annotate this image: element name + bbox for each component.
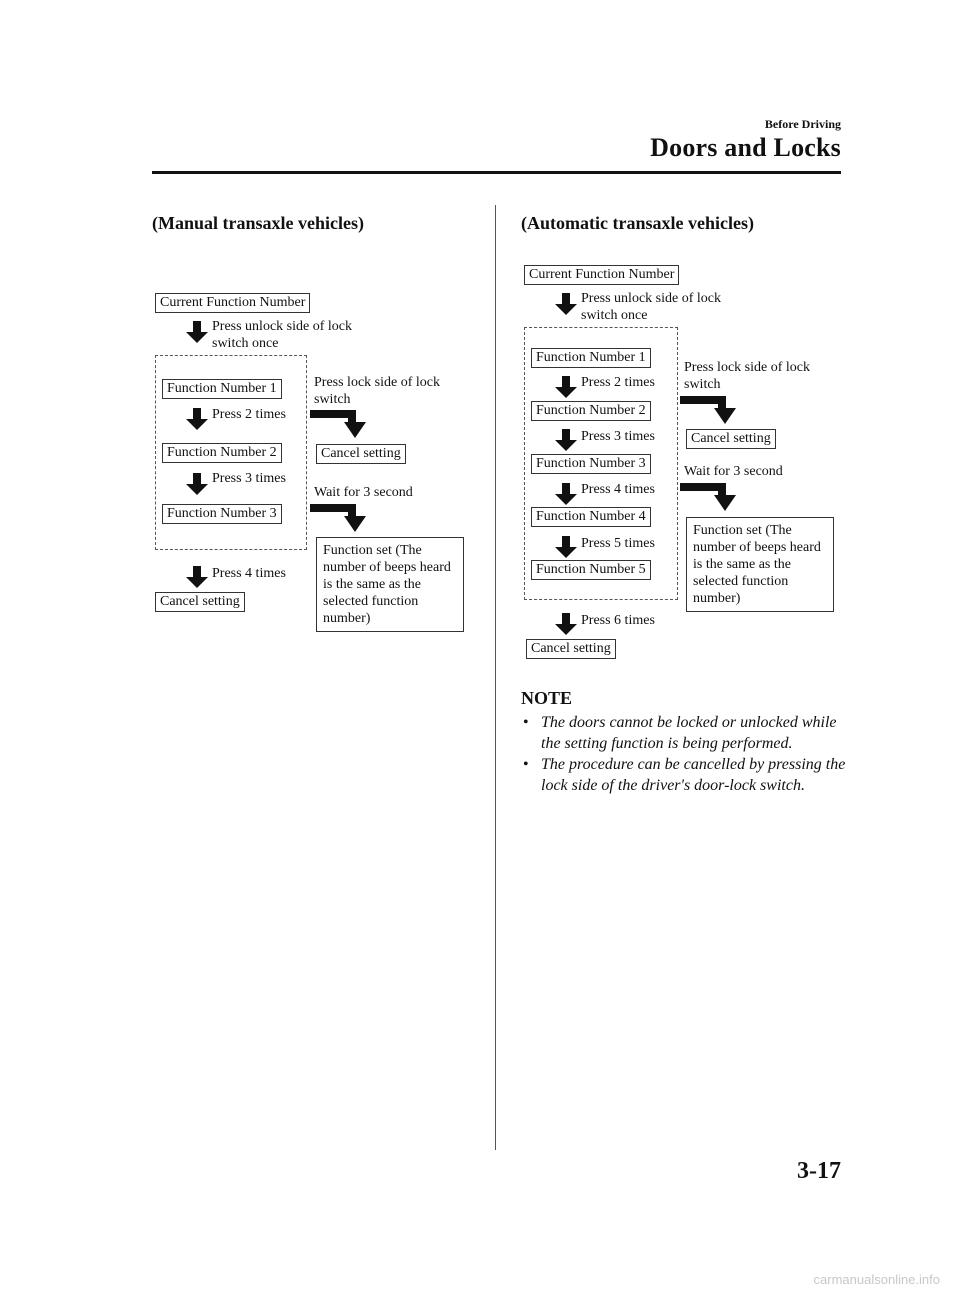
automatic-function-5-box: Function Number 5 xyxy=(531,560,651,580)
note-item: • The doors cannot be locked or unlocked while the setting function is being performed. xyxy=(521,712,851,754)
bend-arrow-icon xyxy=(680,390,748,430)
automatic-press-unlock-label: Press unlock side of lock switch once xyxy=(581,291,721,323)
manual-function-set-box: Function set (The number of beeps heard is the same as the selected function number) xyxy=(316,537,464,632)
note-title: NOTE xyxy=(521,688,573,708)
automatic-function-3-box: Function Number 3 xyxy=(531,454,651,474)
automatic-press-5-label: Press 5 times xyxy=(581,536,655,551)
section-label: Before Driving xyxy=(764,117,841,131)
down-arrow-icon xyxy=(553,374,579,400)
down-arrow-icon xyxy=(184,406,210,432)
manual-press-3-label: Press 3 times xyxy=(212,471,286,486)
bend-arrow-icon xyxy=(310,498,378,538)
down-arrow-icon xyxy=(553,427,579,453)
automatic-function-4-box: Function Number 4 xyxy=(531,507,651,527)
automatic-cancel-right-box: Cancel setting xyxy=(686,429,776,449)
down-arrow-icon xyxy=(184,564,210,590)
manual-press-unlock-label: Press unlock side of lock switch once xyxy=(212,319,352,351)
page-number: 3-17 xyxy=(797,1158,841,1184)
down-arrow-icon xyxy=(553,291,579,317)
manual-function-1-box: Function Number 1 xyxy=(162,379,282,399)
down-arrow-icon xyxy=(553,611,579,637)
bend-arrow-icon xyxy=(680,477,748,517)
automatic-press-3-label: Press 3 times xyxy=(581,429,655,444)
manual-heading: (Manual transaxle vehicles) xyxy=(152,213,364,233)
automatic-press-cancel-label: Press 6 times xyxy=(581,613,655,628)
down-arrow-icon xyxy=(553,481,579,507)
automatic-heading: (Automatic transaxle vehicles) xyxy=(521,213,754,233)
note-item: • The procedure can be cancelled by pressing the lock side of the driver's door-lock switch. xyxy=(521,754,851,796)
manual-press-cancel-label: Press 4 times xyxy=(212,566,286,581)
automatic-function-1-box: Function Number 1 xyxy=(531,348,651,368)
column-divider xyxy=(495,205,496,1150)
note-list xyxy=(521,712,851,796)
manual-wait-label: Wait for 3 second xyxy=(314,485,413,500)
automatic-function-set-box: Function set (The number of beeps heard is the same as the selected function number) xyxy=(686,517,834,612)
automatic-function-2-box: Function Number 2 xyxy=(531,401,651,421)
down-arrow-icon xyxy=(184,471,210,497)
manual-cancel-right-box: Cancel setting xyxy=(316,444,406,464)
bend-arrow-icon xyxy=(310,404,378,444)
down-arrow-icon xyxy=(553,534,579,560)
automatic-wait-label: Wait for 3 second xyxy=(684,464,783,479)
automatic-press-4-label: Press 4 times xyxy=(581,482,655,497)
manual-current-function-box: Current Function Number xyxy=(155,293,310,313)
manual-function-2-box: Function Number 2 xyxy=(162,443,282,463)
manual-press-lock-label: Press lock side of lock switch xyxy=(314,375,440,407)
automatic-current-function-box: Current Function Number xyxy=(524,265,679,285)
watermark-text: carmanualsonline.info xyxy=(813,1272,940,1287)
automatic-press-2-label: Press 2 times xyxy=(581,375,655,390)
automatic-cancel-box: Cancel setting xyxy=(526,639,616,659)
manual-cancel-box: Cancel setting xyxy=(155,592,245,612)
down-arrow-icon xyxy=(184,319,210,345)
header-rule xyxy=(152,171,841,174)
manual-function-3-box: Function Number 3 xyxy=(162,504,282,524)
automatic-press-lock-label: Press lock side of lock switch xyxy=(684,360,810,392)
manual-press-2-label: Press 2 times xyxy=(212,407,286,422)
page-title: Doors and Locks xyxy=(650,133,841,162)
